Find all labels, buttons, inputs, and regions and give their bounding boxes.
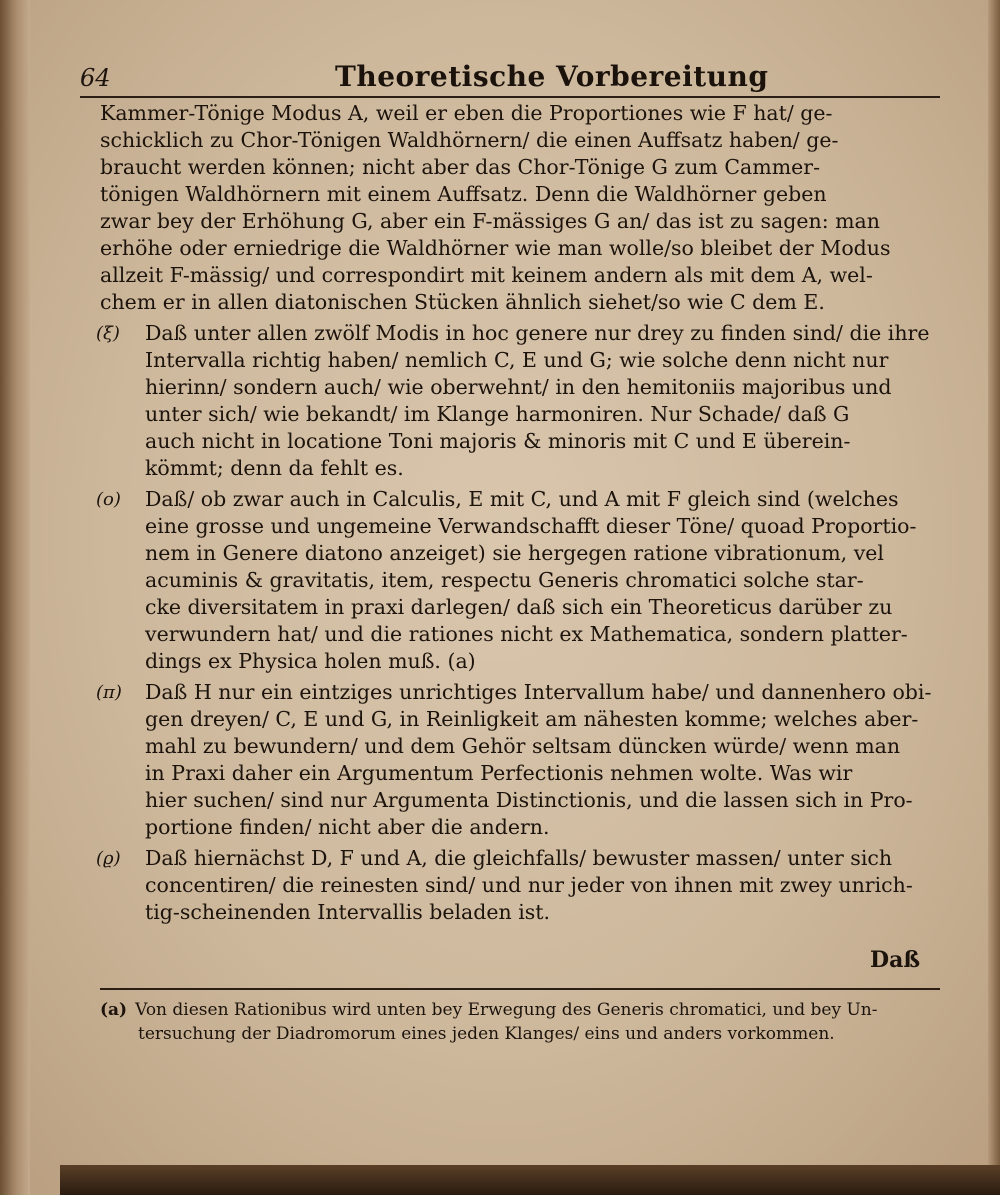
text-line: Kammer-Tönige Modus A, weil er eben die Proportiones wie F hat/ ge- [100, 101, 833, 125]
text-line: hier suchen/ sind nur Argumenta Distinctionis, und die lassen sich in Pro- [145, 788, 913, 812]
paragraph-marker: (ο) [96, 489, 121, 510]
text-line: Intervalla richtig haben/ nemlich C, E und G; wie solche denn nicht nur [145, 348, 889, 372]
text-line: concentiren/ die reinesten sind/ und nur jeder von ihnen mit zwey unrich- [145, 873, 913, 897]
page-number: 64 [80, 64, 111, 92]
text-line: gen dreyen/ C, E und G, in Reinligkeit am nähesten komme; welches aber- [145, 707, 919, 731]
text-line: auch nicht in locatione Toni majoris & minoris mit C und E überein- [145, 429, 851, 453]
text-line: Daß hiernächst D, F und A, die gleichfalls/ bewuster massen/ unter sich [145, 846, 893, 870]
text-line: erhöhe oder erniedrige die Waldhörner wie man wolle/so bleibet der Modus [100, 236, 891, 260]
running-title: Theoretische Vorbereitung [335, 60, 769, 93]
paragraph-rho [96, 845, 940, 926]
text-line: tönigen Waldhörnern mit einem Auffsatz. Denn die Waldhörner geben [100, 182, 827, 206]
text-line: schicklich zu Chor-Tönigen Waldhörnern/ die einen Auffsatz haben/ ge- [100, 128, 839, 152]
text-line: eine grosse und ungemeine Verwandschafft dieser Töne/ quoad Proportio- [145, 514, 917, 538]
text-line: mahl zu bewundern/ und dem Gehör seltsam düncken würde/ wenn man [145, 734, 901, 758]
text-line: Daß/ ob zwar auch in Calculis, E mit C, und A mit F gleich sind (welches [145, 487, 899, 511]
paragraph-marker: (ξ) [96, 323, 120, 344]
text-line: in Praxi daher ein Argumentum Perfectionis nehmen wolte. Was wir [145, 761, 853, 785]
footnote [100, 998, 940, 1046]
paragraph-pi [96, 679, 940, 841]
footnote-rule [100, 988, 940, 990]
paragraph-xi [96, 320, 940, 482]
paragraph-marker: (π) [96, 682, 122, 703]
paragraph-marker: (ϱ) [96, 848, 121, 869]
page-edge-bottom [60, 1165, 1000, 1195]
book-spine [0, 0, 30, 1195]
text-line: acuminis & gravitatis, item, respectu Generis chromatici solche star- [145, 568, 864, 592]
footnote-line: tersuchung der Diadromorum eines jeden Klanges/ eins und anders vorkommen. [138, 1024, 835, 1044]
page-edge-right [988, 0, 1000, 1195]
page-header [80, 58, 940, 98]
text-line: zwar bey der Erhöhung G, aber ein F-mässiges G an/ das ist zu sagen: man [100, 209, 880, 233]
footnote-line [100, 998, 940, 1022]
intro-paragraph [100, 100, 940, 316]
footnote-text: Von diesen Rationibus wird unten bey Erwegung des Generis chromatici, und bey Un- [135, 1000, 878, 1020]
text-line: tig-scheinenden Intervallis beladen ist. [145, 900, 551, 924]
text-line: dings ex Physica holen muß. (a) [145, 649, 476, 673]
text-line: chem er in allen diatonischen Stücken ähnlich siehet/so wie C dem E. [100, 290, 825, 314]
text-line: allzeit F-mässig/ und correspondirt mit keinem andern als mit dem A, wel- [100, 263, 873, 287]
paragraph-omicron [96, 486, 940, 675]
text-line: kömmt; denn da fehlt es. [145, 456, 404, 480]
body-text [96, 100, 940, 926]
footnote-marker: (a) [100, 1000, 128, 1020]
text-line: hierinn/ sondern auch/ wie oberwehnt/ in den hemitoniis majoribus und [145, 375, 892, 399]
text-line: portione finden/ nicht aber die andern. [145, 815, 550, 839]
catchword: Daß [870, 947, 921, 973]
text-line: cke diversitatem in praxi darlegen/ daß sich ein Theoreticus darüber zu [145, 595, 893, 619]
text-line: verwundern hat/ und die rationes nicht ex Mathematica, sondern platter- [145, 622, 908, 646]
text-line: Daß unter allen zwölf Modis in hoc genere nur drey zu finden sind/ die ihre [145, 321, 930, 345]
header-rule [80, 96, 940, 98]
text-line: braucht werden können; nicht aber das Chor-Tönige G zum Cammer- [100, 155, 821, 179]
text-line: Daß H nur ein eintziges unrichtiges Intervallum habe/ und dannenhero obi- [145, 680, 932, 704]
text-line: nem in Genere diatono anzeiget) sie hergegen ratione vibrationum, vel [145, 541, 884, 565]
text-line: unter sich/ wie bekandt/ im Klange harmoniren. Nur Schade/ daß G [145, 402, 850, 426]
